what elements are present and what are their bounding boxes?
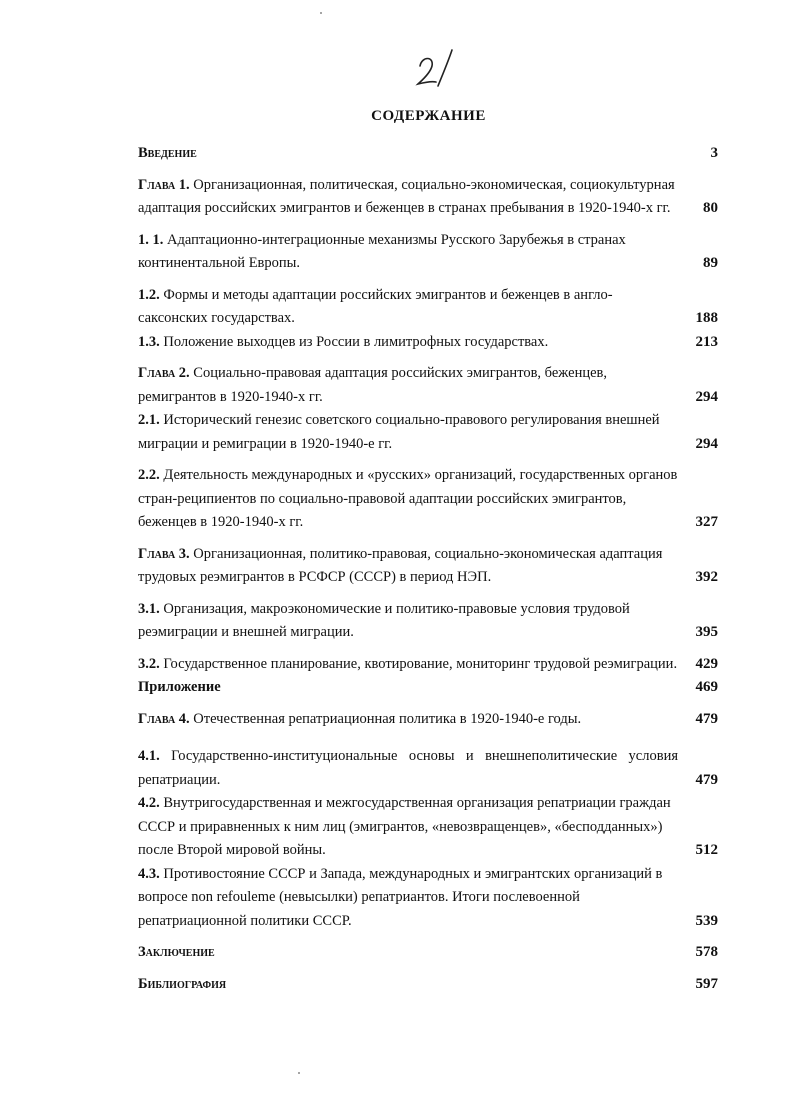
- toc-entry-4-3: [138, 863, 718, 934]
- entry-text: Государственное планирование, квотирование, мониторинг трудовой реэмиграции.: [163, 655, 678, 672]
- entry-label: Введение: [138, 145, 197, 161]
- entry-label: Глава 3.: [138, 545, 190, 562]
- scan-speck: [298, 1072, 300, 1074]
- entry-text: Деятельность международных и «русских» организаций, государственных органов стран-реципиентов по социально-правовой адаптации российских эмигрантов, беженцев в 1920-1940-х гг.: [138, 467, 678, 530]
- entry-page: 469: [695, 679, 718, 695]
- entry-text: Положение выходцев из России в лимитрофных государствах.: [163, 333, 549, 350]
- toc-entry-chapter-1: [138, 174, 718, 221]
- entry-page: 188: [695, 310, 718, 326]
- entry-text: Отечественная репатриационная политика в 1920-1940-е годы.: [193, 710, 582, 727]
- entry-label: 3.1.: [138, 600, 160, 617]
- entry-text: Социально-правовая адаптация российских эмигрантов, беженцев, ремигрантов в 1920-1940-х гг.: [138, 365, 607, 405]
- entry-page: 395: [695, 624, 718, 640]
- entry-page: 479: [695, 771, 718, 788]
- toc-entry-appendix: [138, 676, 718, 700]
- toc-entry-3-1: [138, 598, 718, 645]
- entry-page: 578: [695, 944, 718, 960]
- toc-entry-3-2: [138, 653, 718, 677]
- entry-page: 429: [695, 655, 718, 672]
- table-of-contents: [138, 142, 718, 996]
- entry-label: Заключение: [138, 944, 215, 960]
- entry-page: 539: [695, 912, 718, 929]
- toc-entry-bibliography: [138, 973, 718, 997]
- entry-label: 4.1.: [138, 748, 160, 764]
- entry-label: Библиография: [138, 975, 227, 992]
- entry-page: 3: [710, 145, 718, 161]
- toc-entry-chapter-3: [138, 543, 718, 590]
- entry-text: Государственно-институциональные основы и внешнеполитические условия репатриации.: [138, 748, 678, 788]
- entry-text: Внутригосударственная и межгосударственная организация репатриации граждан СССР и приравненных к ним лиц (эмигрантов, «невозвращенцев», «бесподданных») после Второй мировой войны.: [138, 795, 671, 858]
- toc-entry-2-1: [138, 409, 718, 456]
- entry-text: Организация, макроэкономические и политико-правовые условия трудовой реэмиграции и внешней миграции.: [138, 600, 630, 640]
- toc-entry-4-1: [138, 745, 718, 792]
- entry-label: Глава 4.: [138, 710, 190, 727]
- entry-label: 4.3.: [138, 865, 160, 882]
- entry-label: 2.1.: [138, 412, 160, 428]
- toc-entry-1-2: [138, 284, 718, 331]
- entry-text: Организационная, политико-правовая, социально-экономическая адаптация трудовых реэмигрантов в РСФСР (СССР) в период НЭП.: [138, 545, 663, 585]
- entry-label: 1. 1.: [138, 231, 164, 248]
- entry-label: 1.3.: [138, 333, 160, 350]
- entry-label: 3.2.: [138, 655, 160, 672]
- page-title: СОДЕРЖАНИЕ: [371, 108, 486, 124]
- scan-speck: [320, 12, 322, 14]
- entry-label: 2.2.: [138, 467, 160, 483]
- entry-page: 512: [695, 842, 718, 858]
- toc-entry-intro: [138, 142, 718, 166]
- toc-entry-chapter-2: [138, 362, 718, 409]
- toc-entry-2-2: [138, 464, 718, 535]
- entry-page: 89: [703, 255, 718, 271]
- entry-text: Организационная, политическая, социально-экономическая, социокультурная адаптация российских эмигрантов и беженцев в странах пребывания в 1920-1940-х гг.: [138, 176, 675, 216]
- entry-page: 80: [703, 200, 718, 216]
- entry-page: 479: [695, 710, 718, 727]
- entry-text: Исторический генезис советского социально-правового регулирования внешней миграции и ремиграции в 1920-1940-е гг.: [138, 412, 660, 452]
- entry-page: 327: [695, 514, 718, 530]
- entry-label: Глава 2.: [138, 365, 190, 381]
- entry-text: Формы и методы адаптации российских эмигрантов и беженцев в англо-саксонских государствах.: [138, 286, 613, 326]
- entry-page: 392: [695, 569, 718, 585]
- handwritten-page-number: [408, 44, 458, 92]
- entry-page: 597: [695, 975, 718, 992]
- toc-entry-4-2: [138, 792, 718, 863]
- toc-entry-conclusion: [138, 941, 718, 965]
- entry-page: 294: [695, 435, 718, 452]
- entry-label: Приложение: [138, 679, 221, 695]
- entry-page: 213: [695, 333, 718, 350]
- toc-entry-chapter-4: [138, 708, 718, 732]
- entry-label: 1.2.: [138, 286, 160, 303]
- entry-text: Противостояние СССР и Запада, международных и эмигрантских организаций в вопросе non refouleme (невысылки) репатриантов. Итоги послевоенной репатриационной политики СССР.: [138, 865, 663, 929]
- entry-label: Глава 1.: [138, 176, 190, 193]
- entry-text: Адаптационно-интеграционные механизмы Русского Зарубежья в странах континентальной Европы.: [138, 231, 626, 271]
- toc-entry-1-3: [138, 331, 718, 355]
- toc-entry-1-1: [138, 229, 718, 276]
- entry-label: 4.2.: [138, 795, 160, 811]
- entry-page: 294: [695, 388, 718, 405]
